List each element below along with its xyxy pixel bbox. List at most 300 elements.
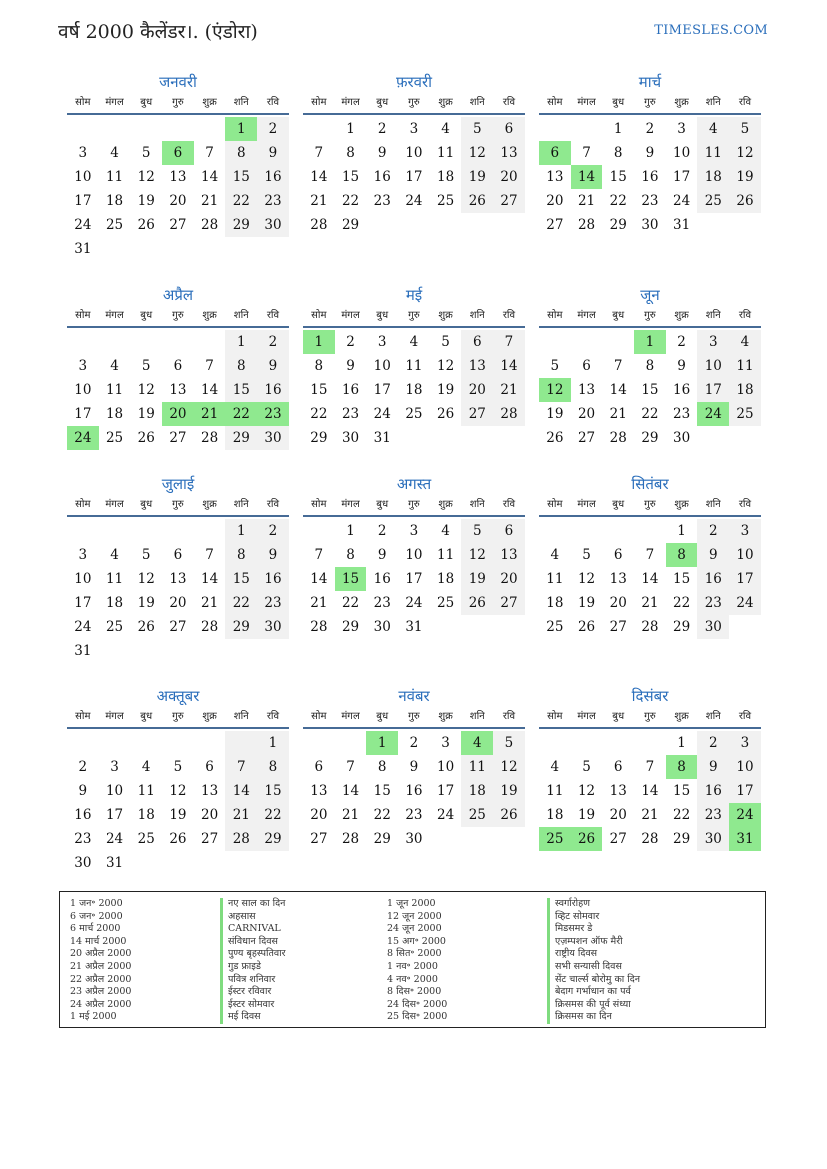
day-cell: 23	[673, 406, 691, 422]
day-cell: 8	[666, 543, 698, 567]
day-cell: 28	[225, 827, 257, 851]
weekday-label: रवि	[266, 711, 280, 722]
day-cell: 3	[110, 759, 119, 775]
month-block	[539, 686, 761, 851]
day-cell: 9	[257, 141, 289, 165]
weekday-label: शनि	[233, 499, 249, 510]
day-cell: 4	[441, 523, 450, 539]
day-cell: 23	[257, 189, 289, 213]
day-cell: 30	[697, 615, 729, 639]
empty-cell	[571, 117, 603, 141]
legend-date: 6 मार्च 2000	[70, 923, 121, 935]
day-cell: 25	[405, 406, 423, 422]
day-cell: 1	[346, 121, 355, 137]
empty-cell	[130, 330, 162, 354]
day-cell: 13	[169, 169, 187, 185]
legend-holiday-name: संविधान दिवस	[220, 936, 286, 949]
day-cell: 24	[405, 595, 423, 611]
day-cell: 28	[201, 619, 219, 635]
legend-dates-left	[70, 898, 131, 1024]
weekday-label: सोम	[311, 499, 327, 510]
empty-cell	[99, 330, 131, 354]
day-cell: 27	[169, 619, 187, 635]
day-cell: 20	[201, 807, 219, 823]
legend-holiday-name: राष्ट्रीय दिवस	[547, 948, 640, 961]
day-grid	[67, 519, 289, 663]
day-cell: 11	[105, 169, 124, 185]
day-cell: 3	[377, 334, 387, 350]
day-cell: 8	[613, 145, 623, 161]
weekday-label: शनि	[469, 97, 485, 108]
day-cell: 13	[169, 571, 187, 587]
weekday-label: शनि	[705, 711, 721, 722]
day-cell: 2	[645, 121, 655, 137]
day-cell: 2	[257, 519, 289, 543]
day-cell: 21	[225, 803, 257, 827]
empty-cell	[729, 426, 761, 450]
day-cell: 17	[697, 378, 729, 402]
day-cell: 24	[729, 803, 761, 827]
weekday-label: शुक्र	[202, 499, 217, 510]
weekday-header	[67, 495, 289, 517]
day-cell: 26	[577, 619, 596, 635]
day-cell: 6	[205, 759, 214, 775]
day-cell: 6	[539, 141, 571, 165]
empty-cell	[697, 426, 729, 450]
day-cell: 18	[105, 595, 124, 611]
day-cell: 17	[74, 193, 92, 209]
day-cell: 25	[105, 619, 124, 635]
weekday-label: रवि	[738, 499, 752, 510]
day-cell: 9	[645, 145, 655, 161]
day-cell: 16	[373, 169, 391, 185]
day-cell: 20	[310, 807, 328, 823]
day-cell: 12	[137, 571, 155, 587]
month-block	[67, 474, 289, 663]
empty-cell	[461, 615, 493, 639]
day-cell: 16	[341, 382, 360, 398]
legend-holiday-name: मिडसमर डे	[547, 923, 640, 936]
day-cell: 5	[493, 731, 525, 755]
weekday-label: शनि	[469, 499, 485, 510]
day-cell: 30	[373, 619, 391, 635]
legend-holiday-name: CARNIVAL	[220, 923, 286, 936]
day-cell: 22	[609, 193, 627, 209]
day-cell: 14	[641, 783, 659, 799]
day-cell: 4	[729, 330, 761, 354]
legend-date: 1 जून 2000	[387, 898, 436, 909]
day-cell: 1	[225, 330, 257, 354]
day-cell: 1	[634, 330, 666, 354]
day-cell: 13	[169, 382, 187, 398]
day-cell: 11	[546, 571, 564, 587]
weekday-header	[303, 93, 525, 115]
weekday-label: मंगल	[341, 711, 360, 722]
day-cell: 13	[461, 354, 493, 378]
day-cell: 30	[641, 217, 659, 233]
day-cell: 21	[577, 193, 596, 209]
day-cell: 9	[78, 783, 88, 799]
day-cell: 15	[609, 169, 627, 185]
day-cell: 12	[461, 141, 493, 165]
day-grid	[303, 519, 525, 639]
day-cell: 7	[582, 145, 591, 161]
legend-date: 23 अप्रैल 2000	[70, 986, 132, 998]
day-cell: 11	[461, 755, 493, 779]
day-cell: 6	[461, 330, 493, 354]
empty-cell	[130, 851, 162, 875]
day-cell: 20	[546, 193, 564, 209]
legend-holiday-name: गुड फ्राइडे	[220, 961, 286, 974]
day-cell: 24	[74, 619, 92, 635]
day-cell: 19	[437, 382, 455, 398]
day-cell: 18	[697, 165, 729, 189]
day-cell: 10	[405, 547, 423, 563]
legend-holiday-name: एज़म्पशन ऑफ मैरी	[547, 936, 640, 949]
empty-cell	[493, 426, 525, 450]
legend-date: 8 दिस॰ 2000	[387, 986, 442, 998]
empty-cell	[493, 827, 525, 851]
empty-cell	[493, 213, 525, 237]
day-cell: 25	[461, 803, 493, 827]
day-cell: 3	[78, 145, 88, 161]
day-cell: 6	[173, 358, 183, 374]
legend-holiday-name: पवित्र शनिवार	[220, 974, 286, 987]
day-cell: 8	[346, 547, 355, 563]
day-cell: 20	[609, 595, 627, 611]
day-cell: 6	[314, 759, 324, 775]
day-cell: 26	[137, 619, 155, 635]
day-cell: 8	[225, 141, 257, 165]
empty-cell	[225, 237, 257, 261]
day-cell: 30	[697, 827, 729, 851]
weekday-label: बुध	[140, 310, 153, 321]
weekday-header	[539, 306, 761, 328]
day-cell: 14	[201, 169, 219, 185]
day-cell: 7	[205, 547, 214, 563]
day-cell: 20	[609, 807, 627, 823]
day-cell: 16	[673, 382, 691, 398]
legend-date: 15 अग॰ 2000	[387, 935, 446, 947]
day-cell: 3	[697, 330, 729, 354]
day-cell: 18	[105, 193, 124, 209]
day-cell: 11	[437, 145, 455, 161]
day-cell: 23	[373, 193, 391, 209]
day-cell: 1	[257, 731, 289, 755]
weekday-label: रवि	[502, 97, 516, 108]
empty-cell	[99, 117, 131, 141]
day-cell: 26	[546, 430, 564, 446]
day-cell: 14	[341, 783, 360, 799]
empty-cell	[194, 639, 226, 663]
legend-date: 4 नव॰ 2000	[387, 973, 438, 985]
day-cell: 5	[582, 547, 591, 563]
empty-cell	[194, 851, 226, 875]
day-cell: 31	[729, 827, 761, 851]
weekday-header	[539, 93, 761, 115]
weekday-label: मंगल	[577, 711, 596, 722]
day-cell: 5	[141, 547, 151, 563]
day-cell: 7	[613, 358, 623, 374]
empty-cell	[257, 237, 289, 261]
day-cell: 4	[110, 145, 119, 161]
day-cell: 27	[461, 402, 493, 426]
weekday-label: गुरु	[644, 97, 656, 108]
day-cell: 16	[697, 567, 729, 591]
weekday-label: शनि	[233, 97, 249, 108]
day-cell: 8	[314, 358, 324, 374]
weekday-label: बुध	[376, 499, 389, 510]
day-cell: 5	[550, 358, 560, 374]
weekday-label: बुध	[612, 310, 625, 321]
day-cell: 28	[201, 217, 219, 233]
day-cell: 1	[346, 523, 355, 539]
day-cell: 28	[310, 217, 328, 233]
day-cell: 2	[377, 121, 387, 137]
legend-date: 24 दिस॰ 2000	[387, 998, 448, 1010]
weekday-header	[67, 306, 289, 328]
empty-cell	[430, 213, 462, 237]
day-cell: 5	[441, 334, 450, 350]
weekday-label: बुध	[612, 711, 625, 722]
day-cell: 20	[162, 402, 194, 426]
day-cell: 31	[673, 217, 691, 233]
day-cell: 10	[673, 145, 691, 161]
day-cell: 16	[74, 807, 92, 823]
weekday-label: रवि	[266, 499, 280, 510]
day-cell: 17	[405, 169, 423, 185]
day-cell: 12	[493, 755, 525, 779]
day-cell: 24	[405, 193, 423, 209]
day-cell: 18	[546, 807, 564, 823]
weekday-label: शनि	[233, 310, 249, 321]
day-cell: 9	[409, 759, 419, 775]
day-cell: 10	[105, 783, 124, 799]
day-cell: 4	[409, 334, 419, 350]
day-cell: 5	[729, 117, 761, 141]
day-cell: 31	[74, 241, 92, 257]
legend-date: 20 अप्रैल 2000	[70, 948, 132, 960]
day-cell: 23	[74, 831, 92, 847]
weekday-label: सोम	[75, 310, 91, 321]
day-cell: 24	[373, 406, 391, 422]
weekday-header	[303, 306, 525, 328]
day-cell: 10	[74, 571, 92, 587]
day-cell: 6	[613, 547, 623, 563]
day-cell: 28	[641, 831, 659, 847]
month-block	[303, 285, 525, 450]
empty-cell	[257, 851, 289, 875]
day-cell: 29	[257, 827, 289, 851]
weekday-header	[67, 93, 289, 115]
weekday-label: रवि	[738, 711, 752, 722]
day-cell: 15	[310, 382, 328, 398]
legend-dates-right	[387, 898, 447, 1024]
legend-date: 24 जून 2000	[387, 923, 442, 935]
day-cell: 12	[577, 783, 596, 799]
day-cell: 19	[461, 165, 493, 189]
day-cell: 19	[137, 193, 155, 209]
empty-cell	[430, 426, 462, 450]
day-cell: 20	[169, 193, 187, 209]
day-cell: 6	[493, 519, 525, 543]
day-cell: 15	[225, 165, 257, 189]
day-cell: 15	[641, 382, 659, 398]
day-cell: 20	[169, 595, 187, 611]
day-cell: 22	[373, 807, 391, 823]
empty-cell	[303, 731, 335, 755]
day-cell: 15	[673, 783, 691, 799]
weekday-label: मंगल	[105, 499, 124, 510]
legend-date: 24 अप्रैल 2000	[70, 998, 132, 1010]
weekday-label: शुक्र	[438, 711, 453, 722]
day-cell: 10	[729, 543, 761, 567]
day-cell: 16	[697, 779, 729, 803]
day-cell: 30	[673, 430, 691, 446]
month-block	[303, 686, 525, 851]
empty-cell	[130, 639, 162, 663]
weekday-label: सोम	[547, 310, 563, 321]
day-cell: 8	[377, 759, 387, 775]
day-cell: 14	[201, 382, 219, 398]
day-cell: 14	[641, 571, 659, 587]
empty-cell	[571, 731, 603, 755]
day-cell: 11	[405, 358, 423, 374]
month-block	[67, 686, 289, 875]
empty-cell	[257, 639, 289, 663]
day-cell: 13	[201, 783, 219, 799]
weekday-label: रवि	[266, 310, 280, 321]
empty-cell	[602, 330, 634, 354]
legend-holiday-name: सभी सन्यासी दिवस	[547, 961, 640, 974]
day-cell: 30	[257, 213, 289, 237]
day-cell: 1	[677, 523, 686, 539]
weekday-label: शुक्र	[674, 97, 689, 108]
day-cell: 12	[577, 571, 596, 587]
weekday-label: रवि	[502, 711, 516, 722]
empty-cell	[130, 519, 162, 543]
empty-cell	[99, 519, 131, 543]
day-cell: 18	[405, 382, 423, 398]
empty-cell	[130, 237, 162, 261]
month-name: मई	[405, 286, 423, 304]
day-cell: 8	[666, 755, 698, 779]
day-cell: 1	[303, 330, 335, 354]
weekday-label: सोम	[75, 499, 91, 510]
day-cell: 14	[201, 571, 219, 587]
weekday-label: गुरु	[408, 97, 420, 108]
legend-holiday-name: क्रिसमस का दिन	[547, 1011, 640, 1024]
day-cell: 28	[641, 619, 659, 635]
day-cell: 7	[493, 330, 525, 354]
empty-cell	[225, 851, 257, 875]
day-cell: 19	[729, 165, 761, 189]
day-cell: 20	[493, 567, 525, 591]
day-cell: 6	[493, 117, 525, 141]
weekday-label: गुरु	[644, 310, 656, 321]
day-cell: 20	[577, 406, 596, 422]
weekday-label: शुक्र	[202, 97, 217, 108]
day-cell: 23	[341, 406, 360, 422]
day-cell: 19	[577, 595, 596, 611]
day-cell: 27	[546, 217, 564, 233]
day-cell: 21	[194, 402, 226, 426]
empty-cell	[67, 117, 99, 141]
weekday-label: सोम	[75, 711, 91, 722]
day-cell: 2	[697, 519, 729, 543]
day-cell: 16	[373, 571, 391, 587]
day-cell: 21	[310, 595, 328, 611]
empty-cell	[335, 731, 367, 755]
day-cell: 12	[169, 783, 187, 799]
day-cell: 9	[257, 354, 289, 378]
empty-cell	[634, 519, 666, 543]
weekday-label: रवि	[502, 499, 516, 510]
weekday-label: बुध	[140, 711, 153, 722]
day-grid	[303, 731, 525, 851]
day-cell: 12	[137, 169, 155, 185]
day-cell: 29	[225, 213, 257, 237]
weekday-label: शुक्र	[202, 310, 217, 321]
day-cell: 23	[697, 591, 729, 615]
day-cell: 17	[729, 779, 761, 803]
day-cell: 15	[225, 567, 257, 591]
day-cell: 3	[729, 731, 761, 755]
day-cell: 25	[729, 402, 761, 426]
day-cell: 17	[373, 382, 391, 398]
day-cell: 29	[673, 619, 691, 635]
day-cell: 10	[405, 145, 423, 161]
day-cell: 13	[577, 382, 596, 398]
legend-holiday-name: अहसास	[220, 911, 286, 924]
empty-cell	[99, 639, 131, 663]
day-cell: 25	[539, 827, 571, 851]
day-cell: 27	[577, 430, 596, 446]
day-cell: 9	[257, 543, 289, 567]
empty-cell	[225, 639, 257, 663]
legend-date: 1 जन॰ 2000	[70, 898, 123, 909]
day-cell: 23	[641, 193, 659, 209]
site-link[interactable]: TIMESLES.COM	[654, 23, 768, 38]
day-cell: 23	[373, 595, 391, 611]
day-cell: 28	[341, 831, 360, 847]
day-cell: 20	[461, 378, 493, 402]
day-cell: 24	[74, 217, 92, 233]
month-name: जुलाई	[161, 475, 195, 493]
day-cell: 25	[437, 595, 455, 611]
day-cell: 4	[461, 731, 493, 755]
day-cell: 27	[609, 619, 627, 635]
day-cell: 2	[377, 523, 387, 539]
weekday-label: गुरु	[644, 711, 656, 722]
day-cell: 22	[225, 189, 257, 213]
weekday-label: शुक्र	[202, 711, 217, 722]
day-cell: 13	[493, 543, 525, 567]
empty-cell	[99, 731, 131, 755]
empty-cell	[67, 731, 99, 755]
day-cell: 29	[225, 426, 257, 450]
weekday-label: सोम	[547, 499, 563, 510]
day-cell: 4	[141, 759, 151, 775]
legend-date: 12 जून 2000	[387, 910, 442, 922]
weekday-label: रवि	[738, 310, 752, 321]
day-cell: 23	[697, 803, 729, 827]
day-cell: 4	[110, 358, 119, 374]
day-cell: 21	[310, 193, 328, 209]
weekday-label: रवि	[266, 97, 280, 108]
day-cell: 31	[373, 430, 391, 446]
empty-cell	[162, 851, 194, 875]
